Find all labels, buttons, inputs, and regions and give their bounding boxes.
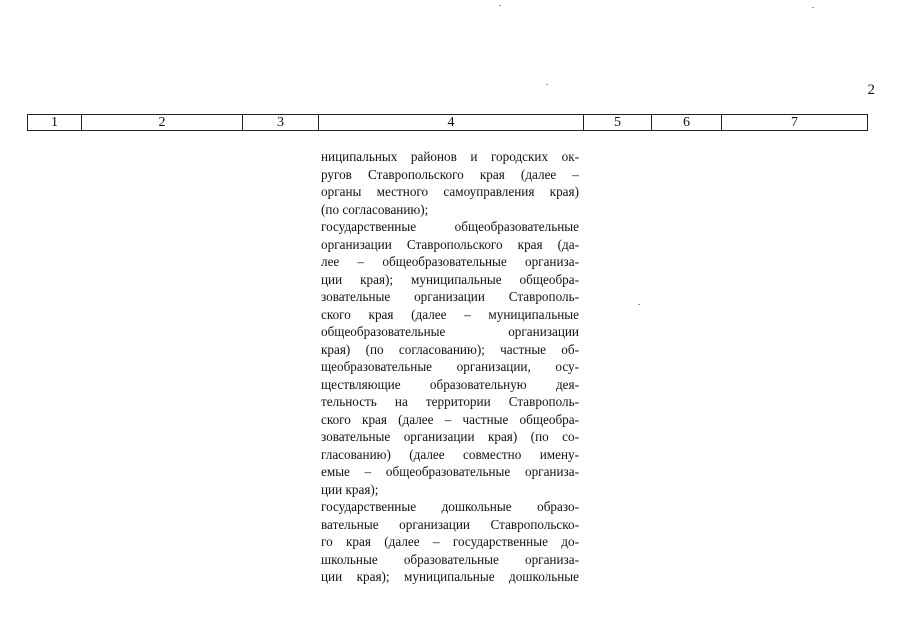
text-line: ции края); муниципальные общеобра-: [321, 271, 579, 287]
header-cell-4: 4: [319, 115, 584, 130]
text-line: емые – общеобразовательные организа-: [321, 464, 579, 479]
text-line: ции края); муниципальные дошкольные: [321, 569, 579, 584]
scan-speck: [499, 5, 501, 6]
text-line: ского края (далее – частные общеобра-: [321, 411, 579, 427]
text-line: вательные организации Ставропольско-: [321, 516, 579, 532]
scan-speck: [638, 304, 640, 305]
text-line: го края (далее – государственные до-: [321, 534, 579, 549]
text-line: зовательные организации края) (по со-: [321, 429, 579, 444]
text-line: зовательные организации Ставрополь-: [321, 289, 579, 304]
column-4-text: [321, 148, 579, 586]
header-cell-1: 1: [28, 115, 82, 130]
text-line: (по согласованию);: [321, 201, 429, 217]
text-line: края) (по согласованию); частные об-: [321, 341, 579, 357]
header-cell-3: 3: [243, 115, 319, 130]
text-line: ского края (далее – муниципальные: [321, 306, 579, 322]
text-line: щеобразовательные организации, осу-: [321, 359, 579, 374]
table-header-row: [27, 114, 868, 131]
text-line: ниципальных районов и городских ок-: [321, 149, 579, 164]
page-number: 2: [867, 82, 875, 98]
text-line: органы местного самоуправления края): [321, 184, 579, 199]
scan-speck: [812, 7, 814, 8]
text-line: ществляющие образовательную дея-: [321, 376, 579, 392]
header-cell-6: 6: [652, 115, 722, 130]
header-cell-7: 7: [791, 115, 798, 130]
text-line: лее – общеобразовательные организа-: [321, 254, 579, 269]
scan-speck: [546, 84, 548, 85]
text-line: школьные образовательные организа-: [321, 551, 579, 567]
text-line: ции края);: [321, 481, 379, 497]
header-cell-5: 5: [584, 115, 652, 130]
text-line: гласованию) (далее совместно имену-: [321, 446, 579, 462]
text-line: государственные общеобразовательные: [321, 219, 579, 234]
header-cell-2: 2: [82, 115, 243, 130]
text-line: ругов Ставропольского края (далее –: [321, 166, 579, 182]
text-line: тельность на территории Ставрополь-: [321, 394, 579, 409]
text-line: общеобразовательные организации: [321, 324, 579, 339]
text-line: государственные дошкольные образо-: [321, 499, 579, 514]
text-line: организации Ставропольского края (да-: [321, 236, 579, 252]
